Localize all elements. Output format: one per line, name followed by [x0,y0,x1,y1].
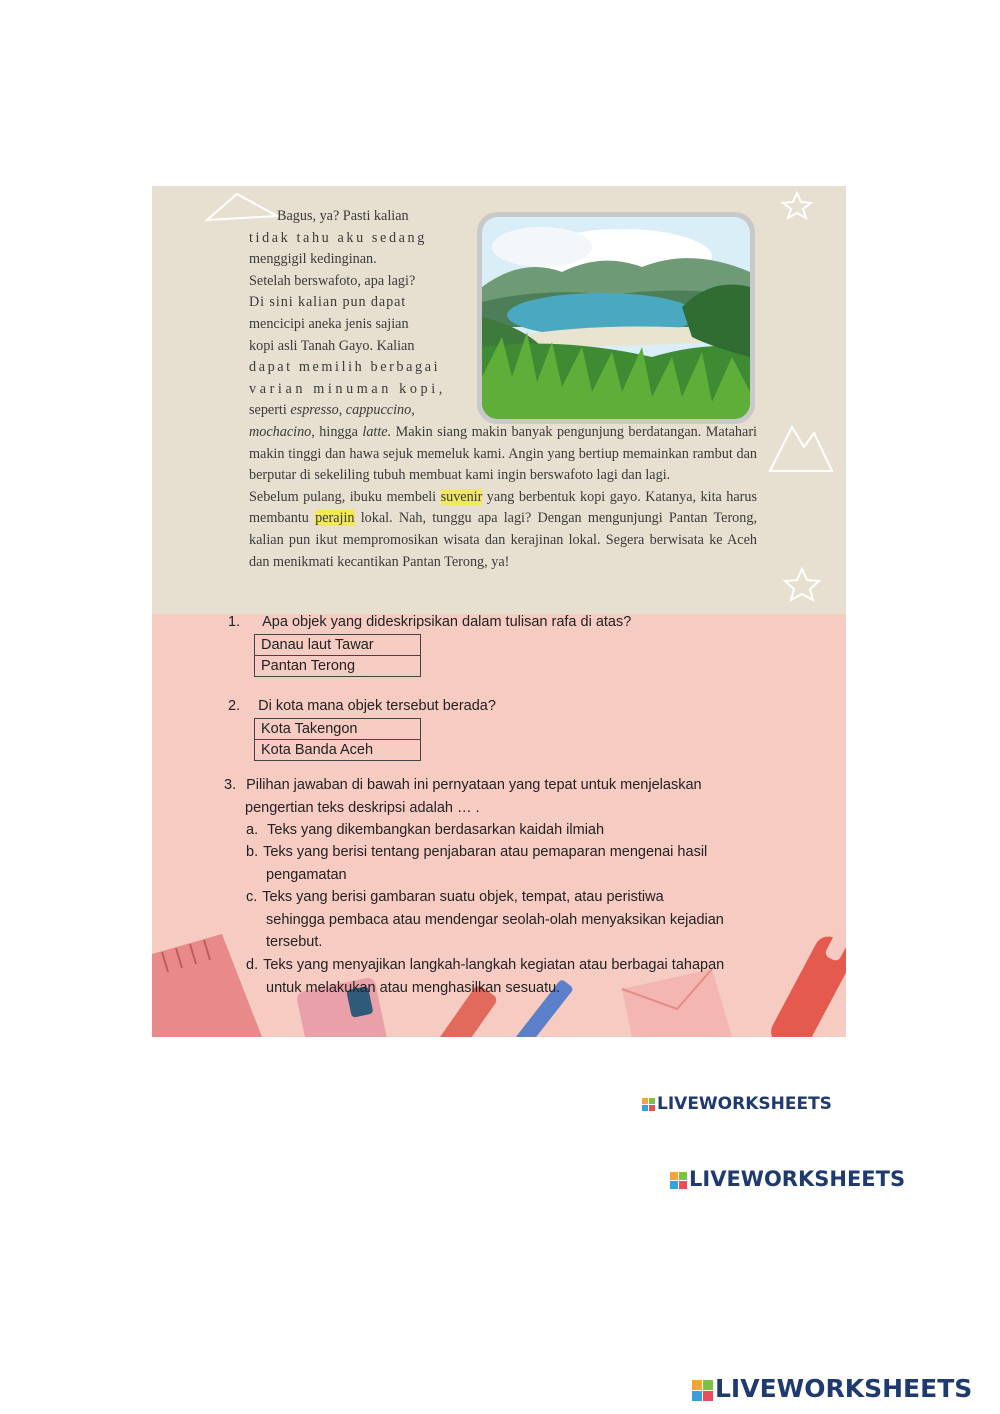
option-a[interactable] [246,819,604,842]
option-text: Teks yang dikembangkan berdasarkan kaidah ilmiah [267,822,605,838]
liveworksheets-logo [670,1167,905,1191]
story-text-rest: Makin siang makin banyak pengunjung berdatangan. Matahari makin tinggi dan hawa sejuk memeluk kami. Angin yang bertiup memainkan rambut dan berputar di sekeliling tubuh membuat kami ingin berswafoto lagi dan lagi. [249,423,757,484]
story-text-part: yang berbentuk kopi gayo. Katanya, kita harus membantu [249,488,757,527]
answer-choice[interactable]: Pantan Terong [255,655,420,676]
option-d[interactable] [246,954,724,999]
star-doodle-icon [780,190,814,220]
story-word: hingga [314,423,363,440]
option-c[interactable] [246,886,724,954]
question-number: 1. [228,614,241,630]
option-letter: a. [246,822,259,838]
story-panel [152,186,846,614]
question-text: Apa objek yang dideskripsikan dalam tulisan rafa di atas? [262,614,632,630]
story-line: Setelah berswafoto, apa lagi? [249,272,416,289]
story-italic-word: latte. [362,423,392,440]
worksheet-page [152,186,846,1037]
story-line [249,400,464,422]
liveworksheets-logo [692,1374,972,1403]
option-text: Teks yang menyajikan langkah-langkah kegiatan atau berbagai tahapan [263,957,725,973]
option-text: pengamatan [266,866,347,883]
story-line: Bagus, ya? Pasti kalian [277,208,409,224]
option-text: sehingga pembaca atau mendengar seolah-olah menyaksikan kejadian [266,911,724,928]
liveworksheets-logo [642,1094,832,1114]
story-line: dapat memilih berbagai [249,359,441,376]
story-text-part: lokal. Nah, tunggu apa lagi? Dengan mengunjungi Pantan Terong, kalian pun ikut mempromosikan wisata dan kerajinan lokal. Segera berwisata ke Aceh dan menikmati kecantikan Pantan Terong, ya! [249,510,757,570]
question-line [224,774,702,797]
question-text: pengertian teks deskripsi adalah … . [245,799,480,816]
story-paragraph [249,422,757,487]
story-line: mencicipi aneka jenis sajian [249,315,409,332]
story-text-part: Sebelum pulang, ibuku membeli [249,488,441,505]
answer-choice[interactable]: Danau laut Tawar [261,637,374,653]
question-number: 3. [224,777,237,793]
option-b[interactable] [246,841,707,886]
question-text: Di kota mana objek tersebut berada? [258,698,496,714]
logo-mark-icon [642,1098,655,1111]
question-text: Pilihan jawaban di bawah ini pernyataan yang tepat untuk menjelaskan [246,777,702,793]
logo-text: LIVEWORKSHEETS [689,1167,906,1191]
logo-mark-icon [692,1380,713,1401]
question-2 [228,698,496,714]
answer-choice[interactable]: Kota Banda Aceh [255,739,420,760]
mountain-doodle-icon [766,411,836,481]
story-line: kopi asli Tanah Gayo. Kalian [249,337,415,354]
question-number: 2. [228,698,241,714]
question-1 [228,614,631,630]
option-text: Teks yang berisi tentang penjabaran atau pemaparan mengenai hasil [263,844,708,860]
answer-choices-2 [254,718,421,761]
option-text: Teks yang berisi gambaran suatu objek, tempat, atau peristiwa [262,889,664,905]
option-letter: c. [246,889,258,905]
story-line: varian minuman kopi, [249,380,446,397]
story-line: tidak tahu aku sedang [249,229,427,246]
option-text: tersebut. [266,934,323,950]
story-line: Di sini kalian pun dapat [249,294,407,311]
question-3 [224,774,702,819]
story-line: menggigil kedinginan. [249,251,377,268]
answer-choices-1 [254,634,421,677]
logo-mark-icon [670,1172,687,1189]
questions-panel [152,614,846,1037]
story-paragraph [249,487,757,573]
answer-choice[interactable]: Kota Takengon [261,721,358,737]
story-text [249,206,757,573]
story-italic-words: espresso, cappuccino, [290,402,415,419]
star-doodle-icon [782,566,822,602]
story-italic-word: mochacino, [249,423,315,440]
highlighted-word: perajin [315,510,355,527]
option-letter: b. [246,844,259,860]
logo-text: LIVEWORKSHEETS [657,1094,832,1114]
story-word: seperti [249,402,287,419]
option-text: untuk melakukan atau menghasilkan sesuatu. [266,979,561,996]
logo-text: LIVEWORKSHEETS [715,1374,973,1403]
option-letter: d. [246,957,259,973]
highlighted-word: suvenir [440,488,483,505]
